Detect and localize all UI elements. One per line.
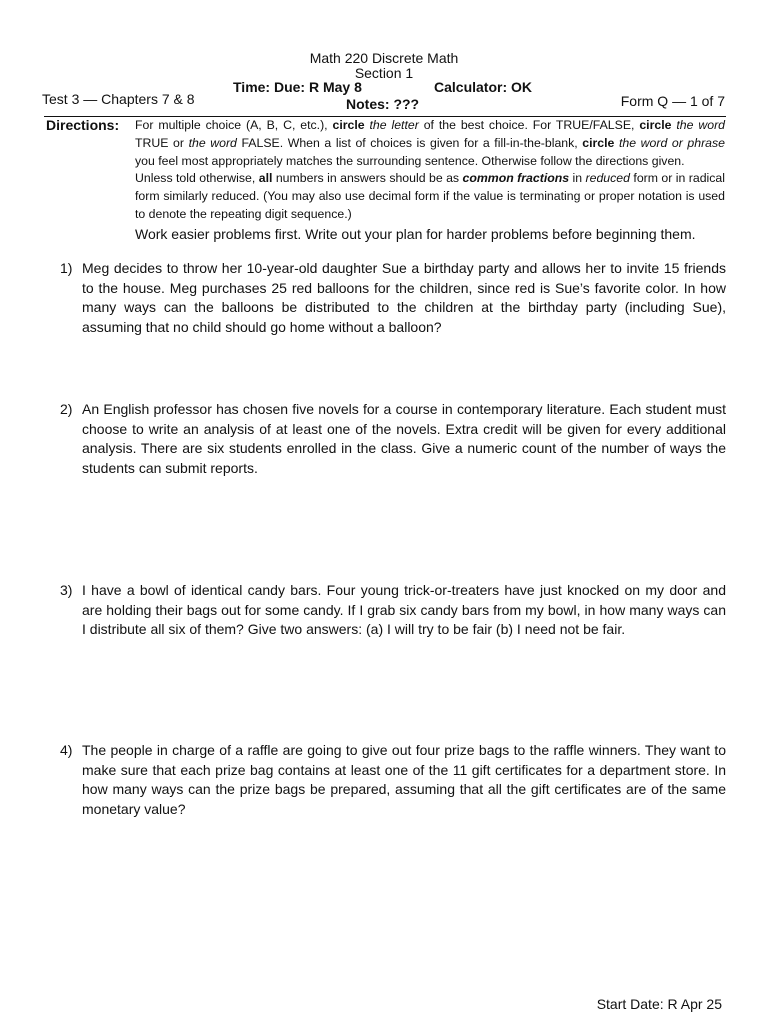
notes-policy: Notes: ??? <box>346 96 420 112</box>
question-number: 4) <box>60 742 73 758</box>
test-title: Test 3 — Chapters 7 & 8 <box>42 91 195 107</box>
question-text: Meg decides to throw her 10-year-old daughter Sue a birthday party and allows her to invite 15 friends to the house. Meg purchases 25 red balloons for the children, since red is Sue’s favorite color. In how many ways can the balloons be distributed to the children at the birthday party (including Sue), assuming that no child should go home without a balloon? <box>82 260 726 335</box>
form-page-label: Form Q — 1 of 7 <box>620 93 725 109</box>
course-title: Math 220 Discrete Math <box>309 50 459 66</box>
question-text: The people in charge of a raffle are going to give out four prize bags to the raffle winners. They want to make sure that each prize bag contains at least one of the 11 gift certificates for a department store. In how many ways can the prize bags be prepared, assuming that all the gift certificates are of the same monetary value? <box>82 742 726 817</box>
start-date: Start Date: R Apr 25 <box>596 996 722 1012</box>
question-3 <box>60 581 726 640</box>
question-number: 2) <box>60 401 73 417</box>
directions-number-format: Unless told otherwise, all numbers in answers should be as common fractions in reduced form or in radical form similarly reduced. (You may also use decimal form if the value is terminating or proper notation is used to denote the repeating digit sequence.) <box>135 171 725 221</box>
directions-label: Directions: <box>46 117 120 133</box>
due-time: Time: Due: R May 8 <box>233 79 362 95</box>
question-number: 3) <box>60 582 73 598</box>
question-4 <box>60 741 726 819</box>
question-text: An English professor has chosen five novels for a course in contemporary literature. Each student must choose to write an analysis of at least one of the novels. Extra credit will be given for every additional analysis. There are six students enrolled in the class. Give a numeric count of the number of ways the students can submit reports. <box>82 401 726 476</box>
question-1 <box>60 259 726 337</box>
question-2 <box>60 400 726 478</box>
question-number: 1) <box>60 260 73 276</box>
directions-multiple-choice: For multiple choice (A, B, C, etc.), circle the letter of the best choice. For TRUE/FALSE, circle the word TRUE or the word FALSE. When a list of choices is given for a fill-in-the-blank, circle the word or phrase you feel most appropriately matches the surrounding sentence. Otherwise follow the directions given. <box>135 118 726 168</box>
section-label: Section 1 <box>354 65 414 81</box>
directions-body <box>135 117 725 243</box>
question-text: I have a bowl of identical candy bars. Four young trick-or-treaters have just knocked on my door and are holding their bags out for some candy. If I grab six candy bars from my bowl, in how many ways can I distribute all six of them? Give two answers: (a) I will try to be fair (b) I need not be fair. <box>82 582 726 637</box>
directions-work-plan: Work easier problems first. Write out your plan for harder problems before beginning them. <box>135 225 696 242</box>
calculator-policy: Calculator: OK <box>434 79 533 95</box>
